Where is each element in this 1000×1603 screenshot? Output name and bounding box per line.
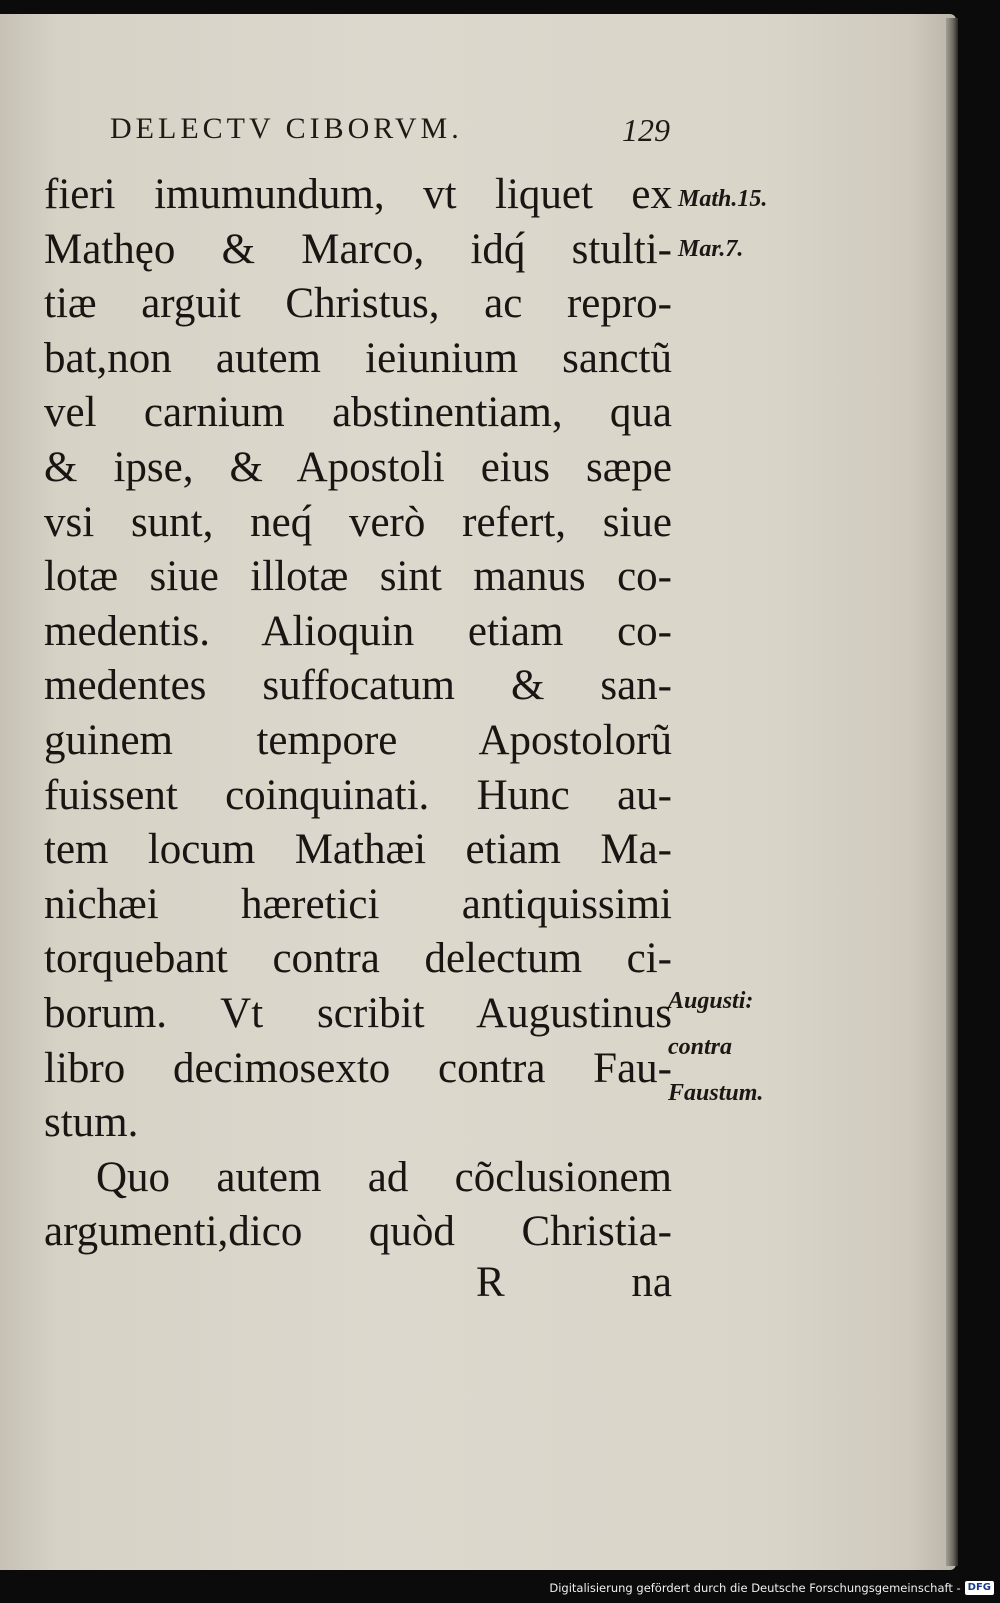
marginal-note: Mar.7. xyxy=(678,236,744,262)
text-line: guinem tempore Apostolorũ xyxy=(44,716,672,764)
footer-credit-text: Digitalisierung gefördert durch die Deutsche Forschungsgemeinschaft - xyxy=(549,1581,961,1595)
body-text xyxy=(44,168,672,1260)
text-line: bat,non autem ieiunium sanctũ xyxy=(44,334,672,382)
text-line: Quo autem ad cõclusionem xyxy=(96,1153,672,1201)
running-header xyxy=(110,112,670,152)
text-line: fuissent coinquinati. Hunc au- xyxy=(44,771,672,819)
text-line: Mathęo & Marco, idq́ stulti- xyxy=(44,225,672,273)
marginal-note: contra xyxy=(668,1034,733,1060)
text-line: stum. xyxy=(44,1099,139,1147)
text-line: tiæ arguit Christus, ac repro- xyxy=(44,280,672,328)
text-line: medentes suffocatum & san- xyxy=(44,662,672,710)
text-line: argumenti,dico quòd Christia- xyxy=(44,1208,672,1256)
page-number: 129 xyxy=(622,112,670,148)
text-line: borum. Vt scribit Augustinus xyxy=(44,989,672,1037)
signature-mark: R xyxy=(476,1259,505,1306)
catchline xyxy=(44,1258,672,1308)
text-line: & ipse, & Apostoli eius sæpe xyxy=(44,443,672,491)
catchword: na xyxy=(631,1259,672,1306)
text-line: lotæ siue illotæ sint manus co- xyxy=(44,553,672,601)
marginal-note: Faustum. xyxy=(668,1080,764,1106)
page-edge xyxy=(946,18,958,1566)
text-line: nichæi hæretici antiquissimi xyxy=(44,880,672,928)
dfg-logo-icon: DFG xyxy=(965,1581,994,1595)
text-line: tem locum Mathæi etiam Ma- xyxy=(44,826,672,874)
text-line: torquebant contra delectum ci- xyxy=(44,935,672,983)
text-line: libro decimosexto contra Fau- xyxy=(44,1044,672,1092)
text-line: medentis. Alioquin etiam co- xyxy=(44,607,672,655)
text-line: fieri imumundum, vt liquet ex xyxy=(44,171,672,218)
running-title: DELECTV CIBORVM. xyxy=(110,112,463,145)
text-line: vsi sunt, neq́ verò refert, siue xyxy=(44,498,672,546)
marginal-note: Math.15. xyxy=(678,186,768,212)
marginal-note: Augusti: xyxy=(668,988,754,1014)
text-line: vel carnium abstinentiam, qua xyxy=(44,389,672,437)
footer-credit xyxy=(549,1577,994,1599)
